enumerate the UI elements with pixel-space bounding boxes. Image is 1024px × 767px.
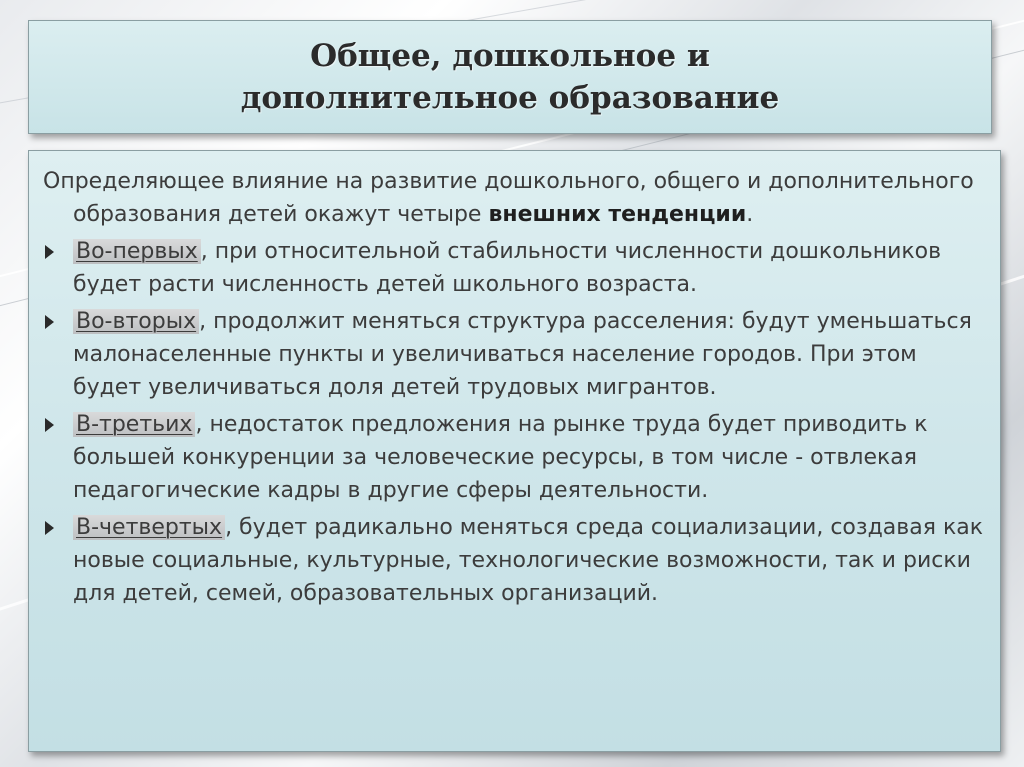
bullet-item-4 — [43, 511, 986, 610]
bullet-lead: В-третьих — [73, 412, 195, 437]
slide-title — [241, 35, 780, 119]
bullet-lead: Во-первых — [73, 239, 201, 264]
intro-end: . — [746, 202, 754, 227]
bullet-item-1 — [43, 235, 986, 301]
bullet-item-3 — [43, 408, 986, 507]
bullet-text: , при относительной стабильности численности дошкольников будет расти численность детей школьного возраста. — [73, 239, 942, 297]
content-box — [28, 150, 1001, 752]
triangle-right-icon — [45, 521, 54, 535]
triangle-right-icon — [45, 315, 54, 329]
triangle-right-icon — [45, 418, 54, 432]
bullet-text: , будет радикально меняться среда социализации, создавая как новые социальные, культурные, технологические возможности, так и риски для детей, семей, образовательных организаций. — [73, 515, 983, 606]
bullet-text: , продолжит меняться структура расселения: будут уменьшаться малонаселенные пункты и увеличиваться население городов. При этом будет увеличиваться доля детей трудовых мигрантов. — [73, 309, 972, 400]
bullet-item-2 — [43, 305, 986, 404]
bullet-lead: В-четвертых — [73, 515, 225, 540]
slide-title-line-2: дополнительное образование — [240, 80, 780, 116]
intro-text: Определяющее влияние на развитие дошкольного, общего и дополнительного образования детей окажут четыре — [43, 169, 974, 227]
intro-paragraph — [43, 165, 986, 231]
intro-bold-text: внешних тенденции — [488, 202, 747, 227]
title-box — [28, 20, 992, 134]
bullet-text: , недостаток предложения на рынке труда будет приводить к большей конкуренции за человеческие ресурсы, в том числе - отвлекая педагогические кадры в другие сферы деятельности. — [73, 412, 928, 503]
slide-title-line-1: Общее, дошкольное и — [310, 38, 710, 74]
triangle-right-icon — [45, 245, 54, 259]
bullet-lead: Во-вторых — [73, 309, 199, 334]
